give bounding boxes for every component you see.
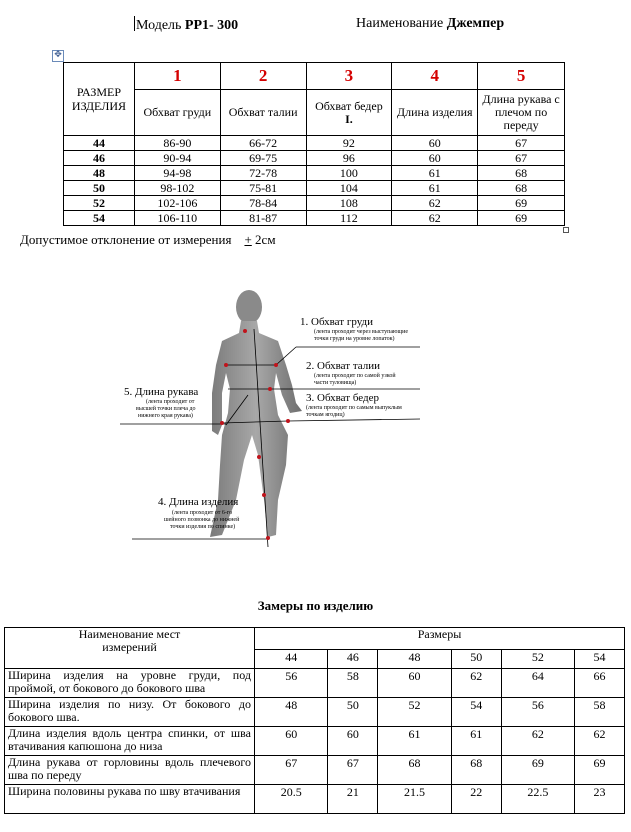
- annotation-chest: [300, 316, 408, 342]
- size-column-header: 50: [451, 649, 501, 668]
- table-resize-handle[interactable]: [563, 227, 569, 233]
- table-move-handle-icon[interactable]: ✥: [52, 50, 64, 62]
- size-value-cell: 68: [478, 181, 565, 196]
- ann-waist-sub2: части туловища): [314, 380, 357, 386]
- col-label-hips-text: Обхват бедер: [315, 98, 383, 113]
- measure-value-cell: 62: [575, 727, 625, 756]
- measure-table: [4, 627, 625, 814]
- measure-value-cell: 69: [575, 756, 625, 785]
- size-column-header: 54: [575, 649, 625, 668]
- size-value-cell: 96: [306, 151, 392, 166]
- measure-value-cell: 62: [451, 669, 501, 698]
- measure-value-cell: 64: [501, 669, 574, 698]
- size-value-cell: 60: [392, 151, 478, 166]
- measure-value-cell: 66: [575, 669, 625, 698]
- size-value-cell: 67: [478, 136, 565, 151]
- tolerance-note: [20, 232, 276, 248]
- annotation-length: [158, 496, 240, 530]
- size-value-cell: 112: [306, 211, 392, 226]
- size-cell: 50: [64, 181, 135, 196]
- col-num-4: 4: [392, 63, 478, 90]
- ann-sleeve-sub2: высшей точки плеча до: [136, 406, 196, 412]
- measure-row: [5, 669, 625, 698]
- measure-name-header: [5, 628, 255, 669]
- size-value-cell: 61: [392, 166, 478, 181]
- measure-value-cell: 56: [501, 698, 574, 727]
- measure-value-cell: 62: [501, 727, 574, 756]
- annotation-hips: [306, 392, 402, 418]
- size-value-cell: 61: [392, 181, 478, 196]
- size-row: [64, 211, 565, 226]
- size-value-cell: 94-98: [134, 166, 220, 181]
- ann-chest-sub1: (лента проходит через выступающие: [314, 329, 408, 335]
- measure-value-cell: 61: [378, 727, 451, 756]
- col-num-1: 1: [134, 63, 220, 90]
- measure-value-cell: 58: [575, 698, 625, 727]
- size-value-cell: 102-106: [134, 196, 220, 211]
- col-num-3: 3: [306, 63, 392, 90]
- size-row: [64, 181, 565, 196]
- name-line: [356, 16, 504, 32]
- size-cell: 54: [64, 211, 135, 226]
- measure-value-cell: 52: [378, 698, 451, 727]
- ann-hips-sub2: точкам ягодиц): [306, 412, 345, 418]
- size-column-header: 46: [328, 649, 378, 668]
- size-table: [63, 62, 565, 226]
- col-label-hips: [306, 90, 392, 136]
- measure-value-cell: 67: [255, 756, 328, 785]
- size-value-cell: 108: [306, 196, 392, 211]
- measure-value-cell: 60: [255, 727, 328, 756]
- size-value-cell: 98-102: [134, 181, 220, 196]
- size-value-cell: 81-87: [220, 211, 306, 226]
- size-value-cell: 68: [478, 166, 565, 181]
- measure-name-cell: Ширина изделия на уровне груди, под проймой, от бокового до бокового шва: [5, 669, 255, 698]
- size-value-cell: 104: [306, 181, 392, 196]
- measure-value-cell: 60: [378, 669, 451, 698]
- size-column-header: 44: [255, 649, 328, 668]
- size-value-cell: 90-94: [134, 151, 220, 166]
- measure-value-cell: 58: [328, 669, 378, 698]
- measure-value-cell: 67: [328, 756, 378, 785]
- measure-title: Замеры по изделию: [257, 598, 374, 613]
- measure-value-cell: 23: [575, 785, 625, 814]
- measure-value-cell: 56: [255, 669, 328, 698]
- measure-value-cell: 20.5: [255, 785, 328, 814]
- ann-length-sub3: точки изделия по спинке): [170, 524, 236, 530]
- tolerance-text: Допустимое отклонение от измерения: [20, 232, 232, 247]
- measure-value-cell: 68: [451, 756, 501, 785]
- size-value-cell: 69: [478, 196, 565, 211]
- tolerance-sign: +: [244, 232, 252, 247]
- ann-sleeve-sub3: нижнего края рукава): [138, 413, 193, 419]
- measure-value-cell: 69: [501, 756, 574, 785]
- measure-value-cell: 61: [451, 727, 501, 756]
- size-value-cell: 60: [392, 136, 478, 151]
- ann-hips-title: 3. Обхват бедер: [306, 392, 379, 404]
- text-cursor: [134, 16, 135, 31]
- size-value-cell: 66-72: [220, 136, 306, 151]
- ann-chest-title: 1. Обхват груди: [300, 316, 373, 328]
- measure-sizes-header: Размеры: [255, 628, 625, 650]
- annotation-sleeve: [124, 386, 198, 419]
- measure-name-cell: Длина рукава от горловины вдоль плечевого шва по переду: [5, 756, 255, 785]
- measure-value-cell: 60: [328, 727, 378, 756]
- size-value-cell: 78-84: [220, 196, 306, 211]
- measure-value-cell: 54: [451, 698, 501, 727]
- measure-value-cell: 21: [328, 785, 378, 814]
- col-num-2: 2: [220, 63, 306, 90]
- size-value-cell: 72-78: [220, 166, 306, 181]
- col-label-length: Длина изделия: [392, 90, 478, 136]
- measure-name-header-text: Наименование мест измерений: [78, 627, 181, 654]
- size-value-cell: 62: [392, 211, 478, 226]
- measure-value-cell: 50: [328, 698, 378, 727]
- model-label: Модель: [136, 18, 182, 33]
- col-num-5: 5: [478, 63, 565, 90]
- size-value-cell: 86-90: [134, 136, 220, 151]
- ann-chest-sub2: точки груди на уровне лопаток): [314, 336, 395, 342]
- size-cell: 48: [64, 166, 135, 181]
- measure-row: [5, 785, 625, 814]
- col-label-hips-extra: I.: [345, 111, 353, 126]
- ann-sleeve-sub1: (лента проходит от: [146, 399, 195, 405]
- size-value-cell: 100: [306, 166, 392, 181]
- ann-waist-sub1: (лента проходит по самой узкой: [314, 373, 396, 379]
- size-value-cell: 69-75: [220, 151, 306, 166]
- name-label: Наименование: [356, 16, 444, 31]
- size-value-cell: 75-81: [220, 181, 306, 196]
- size-value-cell: 69: [478, 211, 565, 226]
- size-value-cell: 62: [392, 196, 478, 211]
- measure-name-cell: Длина изделия вдоль центра спинки, от шва втачивания капюшона до низа: [5, 727, 255, 756]
- size-column-header: 48: [378, 649, 451, 668]
- col-label-waist: Обхват талии: [220, 90, 306, 136]
- size-column-header: 52: [501, 649, 574, 668]
- size-value-cell: 106-110: [134, 211, 220, 226]
- measure-row: [5, 698, 625, 727]
- measurement-figure: [118, 285, 438, 550]
- size-cell: 52: [64, 196, 135, 211]
- size-row: [64, 136, 565, 151]
- measure-row: [5, 727, 625, 756]
- name-value: Джемпер: [446, 16, 505, 31]
- size-row-header: РАЗМЕР ИЗДЕЛИЯ: [64, 63, 135, 136]
- size-value-cell: 67: [478, 151, 565, 166]
- size-cell: 46: [64, 151, 135, 166]
- ann-length-sub2: шейного позвонка до нижней: [164, 517, 240, 523]
- ann-length-title: 4. Длина изделия: [158, 496, 239, 508]
- col-label-sleeve: Длина рукава с плечом по переду: [478, 90, 565, 136]
- size-row: [64, 196, 565, 211]
- ann-waist-title: 2. Обхват талии: [306, 360, 381, 372]
- col-label-chest: Обхват груди: [134, 90, 220, 136]
- measure-name-cell: Ширина изделия по низу. От бокового до бокового шва.: [5, 698, 255, 727]
- measure-value-cell: 68: [378, 756, 451, 785]
- size-value-cell: 92: [306, 136, 392, 151]
- size-row: [64, 151, 565, 166]
- model-line: [134, 16, 238, 34]
- size-cell: 44: [64, 136, 135, 151]
- measure-value-cell: 22.5: [501, 785, 574, 814]
- measure-name-cell: Ширина половины рукава по шву втачивания: [5, 785, 255, 814]
- tolerance-value: 2см: [251, 232, 276, 247]
- measure-value-cell: 48: [255, 698, 328, 727]
- measure-value-cell: 22: [451, 785, 501, 814]
- ann-length-sub1: (лента проходит от 6-го: [172, 510, 233, 516]
- size-row: [64, 166, 565, 181]
- ann-sleeve-title: 5. Длина рукава: [124, 386, 199, 398]
- model-value: PP1- 300: [184, 18, 239, 33]
- annotation-waist: [306, 360, 396, 386]
- ann-hips-sub1: (лента проходит по самым выпуклым: [306, 405, 402, 411]
- measure-row: [5, 756, 625, 785]
- measure-value-cell: 21.5: [378, 785, 451, 814]
